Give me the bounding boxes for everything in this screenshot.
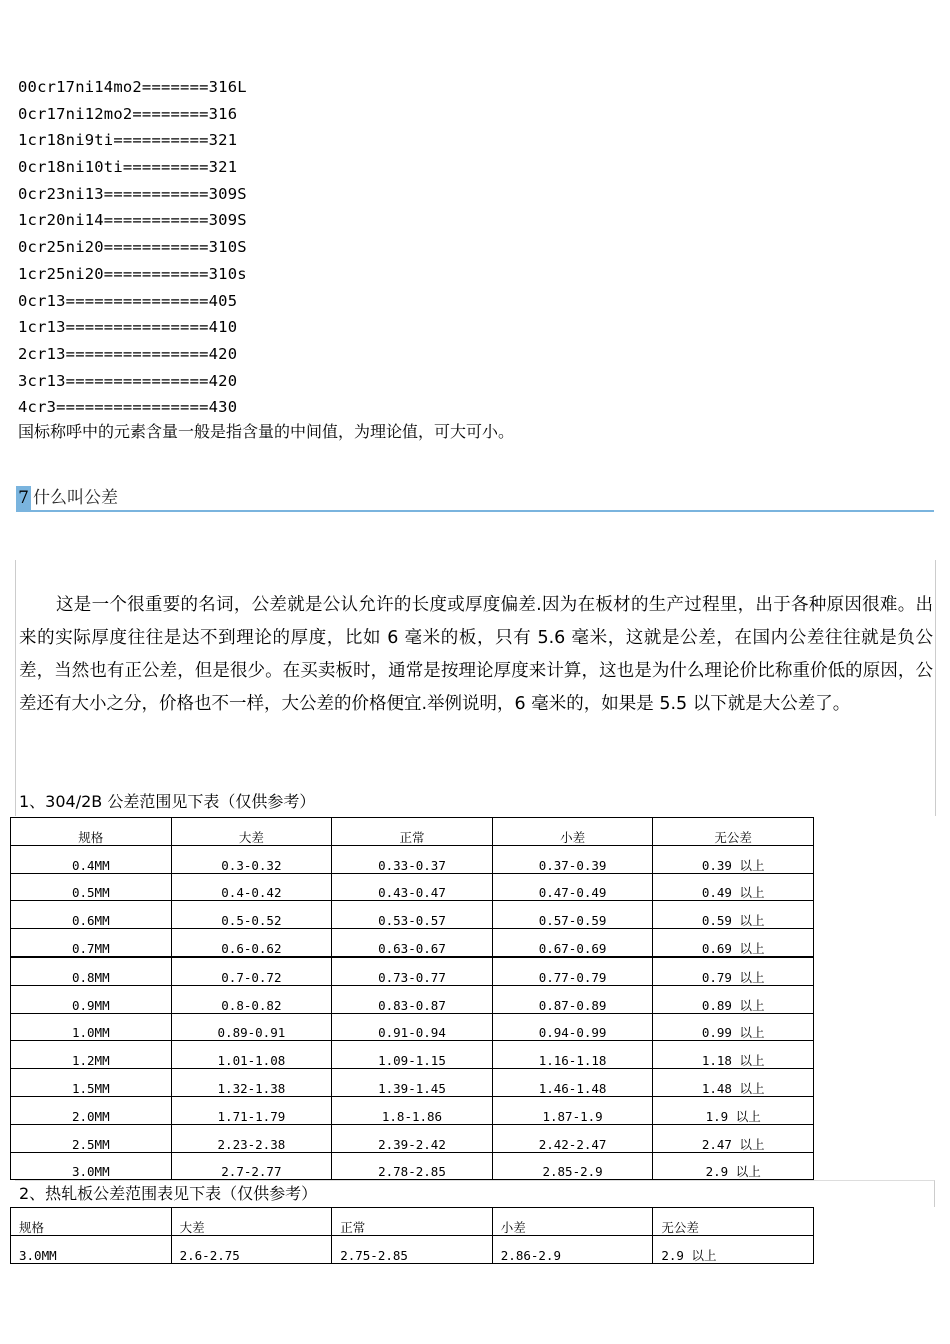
table-cell: 1.39-1.45: [332, 1069, 493, 1097]
table-cell: 1.5MM: [11, 1069, 172, 1097]
table-header-cell: 规格: [11, 1208, 172, 1236]
table-header-cell: 小差: [492, 1208, 653, 1236]
table-cell: 0.37-0.39: [492, 845, 653, 873]
table-cell: 2.47 以上: [653, 1124, 814, 1152]
tolerance-table-hot-rolled: [10, 1207, 814, 1264]
table-cell: 0.5MM: [11, 873, 172, 901]
table-row: [11, 1096, 814, 1124]
table-header-row: [11, 818, 814, 846]
grade-list-item: 00cr17ni14mo2=======316L: [18, 78, 247, 96]
table-cell: 2.5MM: [11, 1124, 172, 1152]
table-cell: 0.3-0.32: [171, 845, 332, 873]
table-cell: 3.0MM: [11, 1235, 172, 1263]
table-cell: 0.94-0.99: [492, 1013, 653, 1041]
table-cell: 1.2MM: [11, 1041, 172, 1069]
table-cell: 0.73-0.77: [332, 957, 493, 985]
grade-list-item: 3cr13===============420: [18, 371, 238, 390]
table-cell: 2.23-2.38: [171, 1124, 332, 1152]
table-row: [11, 1041, 814, 1069]
table-header-cell: 大差: [171, 818, 332, 846]
table-row: [11, 873, 814, 901]
tolerance-table-304-2b: [10, 817, 814, 1180]
table-cell: 0.77-0.79: [492, 957, 653, 985]
grade-list-item: 1cr18ni9ti==========321: [18, 131, 238, 150]
table-cell: 0.5-0.52: [171, 901, 332, 929]
table-cell: 1.09-1.15: [332, 1041, 493, 1069]
section-heading: [16, 486, 934, 512]
grade-list-item: 0cr25ni20===========310S: [18, 238, 247, 257]
table-cell: 1.18 以上: [653, 1041, 814, 1069]
section-number: 7: [16, 486, 31, 510]
table-cell: 0.87-0.89: [492, 985, 653, 1013]
table-cell: 0.57-0.59: [492, 901, 653, 929]
table-cell: 0.91-0.94: [332, 1013, 493, 1041]
grade-list-item: 0cr17ni12mo2========316: [18, 104, 238, 123]
table-cell: 0.7MM: [11, 929, 172, 957]
table-cell: 1.01-1.08: [171, 1041, 332, 1069]
grade-list-item: 0cr23ni13===========309S: [18, 184, 247, 203]
table-cell: 0.4-0.42: [171, 873, 332, 901]
table-header-cell: 大差: [171, 1208, 332, 1236]
table-cell: 0.43-0.47: [332, 873, 493, 901]
table-cell: 1.16-1.18: [492, 1041, 653, 1069]
table-row: [11, 1013, 814, 1041]
table-header-cell: 规格: [11, 818, 172, 846]
table-row: [11, 929, 814, 957]
grade-list-item: 4cr3================430: [18, 398, 238, 417]
grade-list-item: 1cr25ni20===========310s: [18, 264, 247, 283]
table-row: [11, 985, 814, 1013]
table-cell: 0.99 以上: [653, 1013, 814, 1041]
table-header-row: [11, 1208, 814, 1236]
table-cell: 0.6-0.62: [171, 929, 332, 957]
table-cell: 1.46-1.48: [492, 1069, 653, 1097]
table-cell: 2.39-2.42: [332, 1124, 493, 1152]
table-cell: 1.48 以上: [653, 1069, 814, 1097]
table-cell: 2.78-2.85: [332, 1152, 493, 1180]
table-cell: 1.71-1.79: [171, 1096, 332, 1124]
table-cell: 0.63-0.67: [332, 929, 493, 957]
grade-note: 国标称呼中的元素含量一般是指含量的中间值，为理论值，可大可小。: [18, 422, 515, 441]
table-row: [11, 1069, 814, 1097]
body-text-box: [15, 560, 936, 816]
grade-list-item: 0cr18ni10ti=========321: [18, 158, 238, 177]
table-cell: 2.9 以上: [653, 1235, 814, 1263]
grade-mapping-list: [18, 74, 247, 421]
table-cell: 0.8MM: [11, 957, 172, 985]
table-cell: 2.85-2.9: [492, 1152, 653, 1180]
table-cell: 0.89-0.91: [171, 1013, 332, 1041]
grade-list-item: 2cr13===============420: [18, 344, 238, 363]
table-row: [11, 1235, 814, 1263]
table1-title: 1、304/2B 公差范围见下表（仅供参考）: [19, 792, 316, 811]
table-header-cell: 无公差: [653, 818, 814, 846]
table-cell: 2.86-2.9: [492, 1235, 653, 1263]
table2-title-box: [15, 1180, 935, 1207]
table2-title: 2、热轧板公差范围表见下表（仅供参考）: [19, 1184, 318, 1203]
grade-list-item: 1cr20ni14===========309S: [18, 211, 247, 230]
table-cell: 0.83-0.87: [332, 985, 493, 1013]
table-header-cell: 正常: [332, 1208, 493, 1236]
table-cell: 0.33-0.37: [332, 845, 493, 873]
table-cell: 0.79 以上: [653, 957, 814, 985]
table-cell: 0.7-0.72: [171, 957, 332, 985]
table-cell: 0.89 以上: [653, 985, 814, 1013]
table-cell: 0.4MM: [11, 845, 172, 873]
table-cell: 2.42-2.47: [492, 1124, 653, 1152]
table-cell: 2.75-2.85: [332, 1235, 493, 1263]
table-cell: 2.6-2.75: [171, 1235, 332, 1263]
table-row: [11, 1124, 814, 1152]
table-cell: 2.7-2.77: [171, 1152, 332, 1180]
table-cell: 0.49 以上: [653, 873, 814, 901]
table-cell: 0.8-0.82: [171, 985, 332, 1013]
table-cell: 1.87-1.9: [492, 1096, 653, 1124]
table-row: [11, 1152, 814, 1180]
table-cell: 0.39 以上: [653, 845, 814, 873]
table-cell: 0.59 以上: [653, 901, 814, 929]
table-cell: 1.32-1.38: [171, 1069, 332, 1097]
body-paragraph: 这是一个很重要的名词，公差就是公认允许的长度或厚度偏差.因为在板材的生产过程里，出于各种原因很难。出来的实际厚度往往是达不到理论的厚度，比如 6 毫米的板，只有 5.6 毫米，这就是公差，在国内公差往往就是负公差，当然也有正公差，但是很少。在买卖板时，通常是按理论厚度来计算，这也是为什么理论价比称重价低的原因，公差还有大小之分，价格也不一样，大公差的价格便宜.举例说明，6 毫米的，如果是 5.5 以下就是大公差了。: [19, 595, 933, 714]
table-cell: 2.0MM: [11, 1096, 172, 1124]
table-cell: 1.0MM: [11, 1013, 172, 1041]
table-cell: 0.69 以上: [653, 929, 814, 957]
table-header-cell: 小差: [492, 818, 653, 846]
table-cell: 0.9MM: [11, 985, 172, 1013]
table-cell: 0.6MM: [11, 901, 172, 929]
table-cell: 2.9 以上: [653, 1152, 814, 1180]
table-row: [11, 845, 814, 873]
grade-list-item: 1cr13===============410: [18, 318, 238, 337]
table-row: [11, 957, 814, 985]
section-title: 什么叫公差: [33, 488, 118, 508]
table-cell: 0.47-0.49: [492, 873, 653, 901]
table-header-cell: 无公差: [653, 1208, 814, 1236]
table-cell: 0.53-0.57: [332, 901, 493, 929]
table-cell: 1.8-1.86: [332, 1096, 493, 1124]
table-cell: 0.67-0.69: [492, 929, 653, 957]
table-header-cell: 正常: [332, 818, 493, 846]
table-cell: 3.0MM: [11, 1152, 172, 1180]
table-cell: 1.9 以上: [653, 1096, 814, 1124]
table-row: [11, 901, 814, 929]
grade-list-item: 0cr13===============405: [18, 291, 238, 310]
